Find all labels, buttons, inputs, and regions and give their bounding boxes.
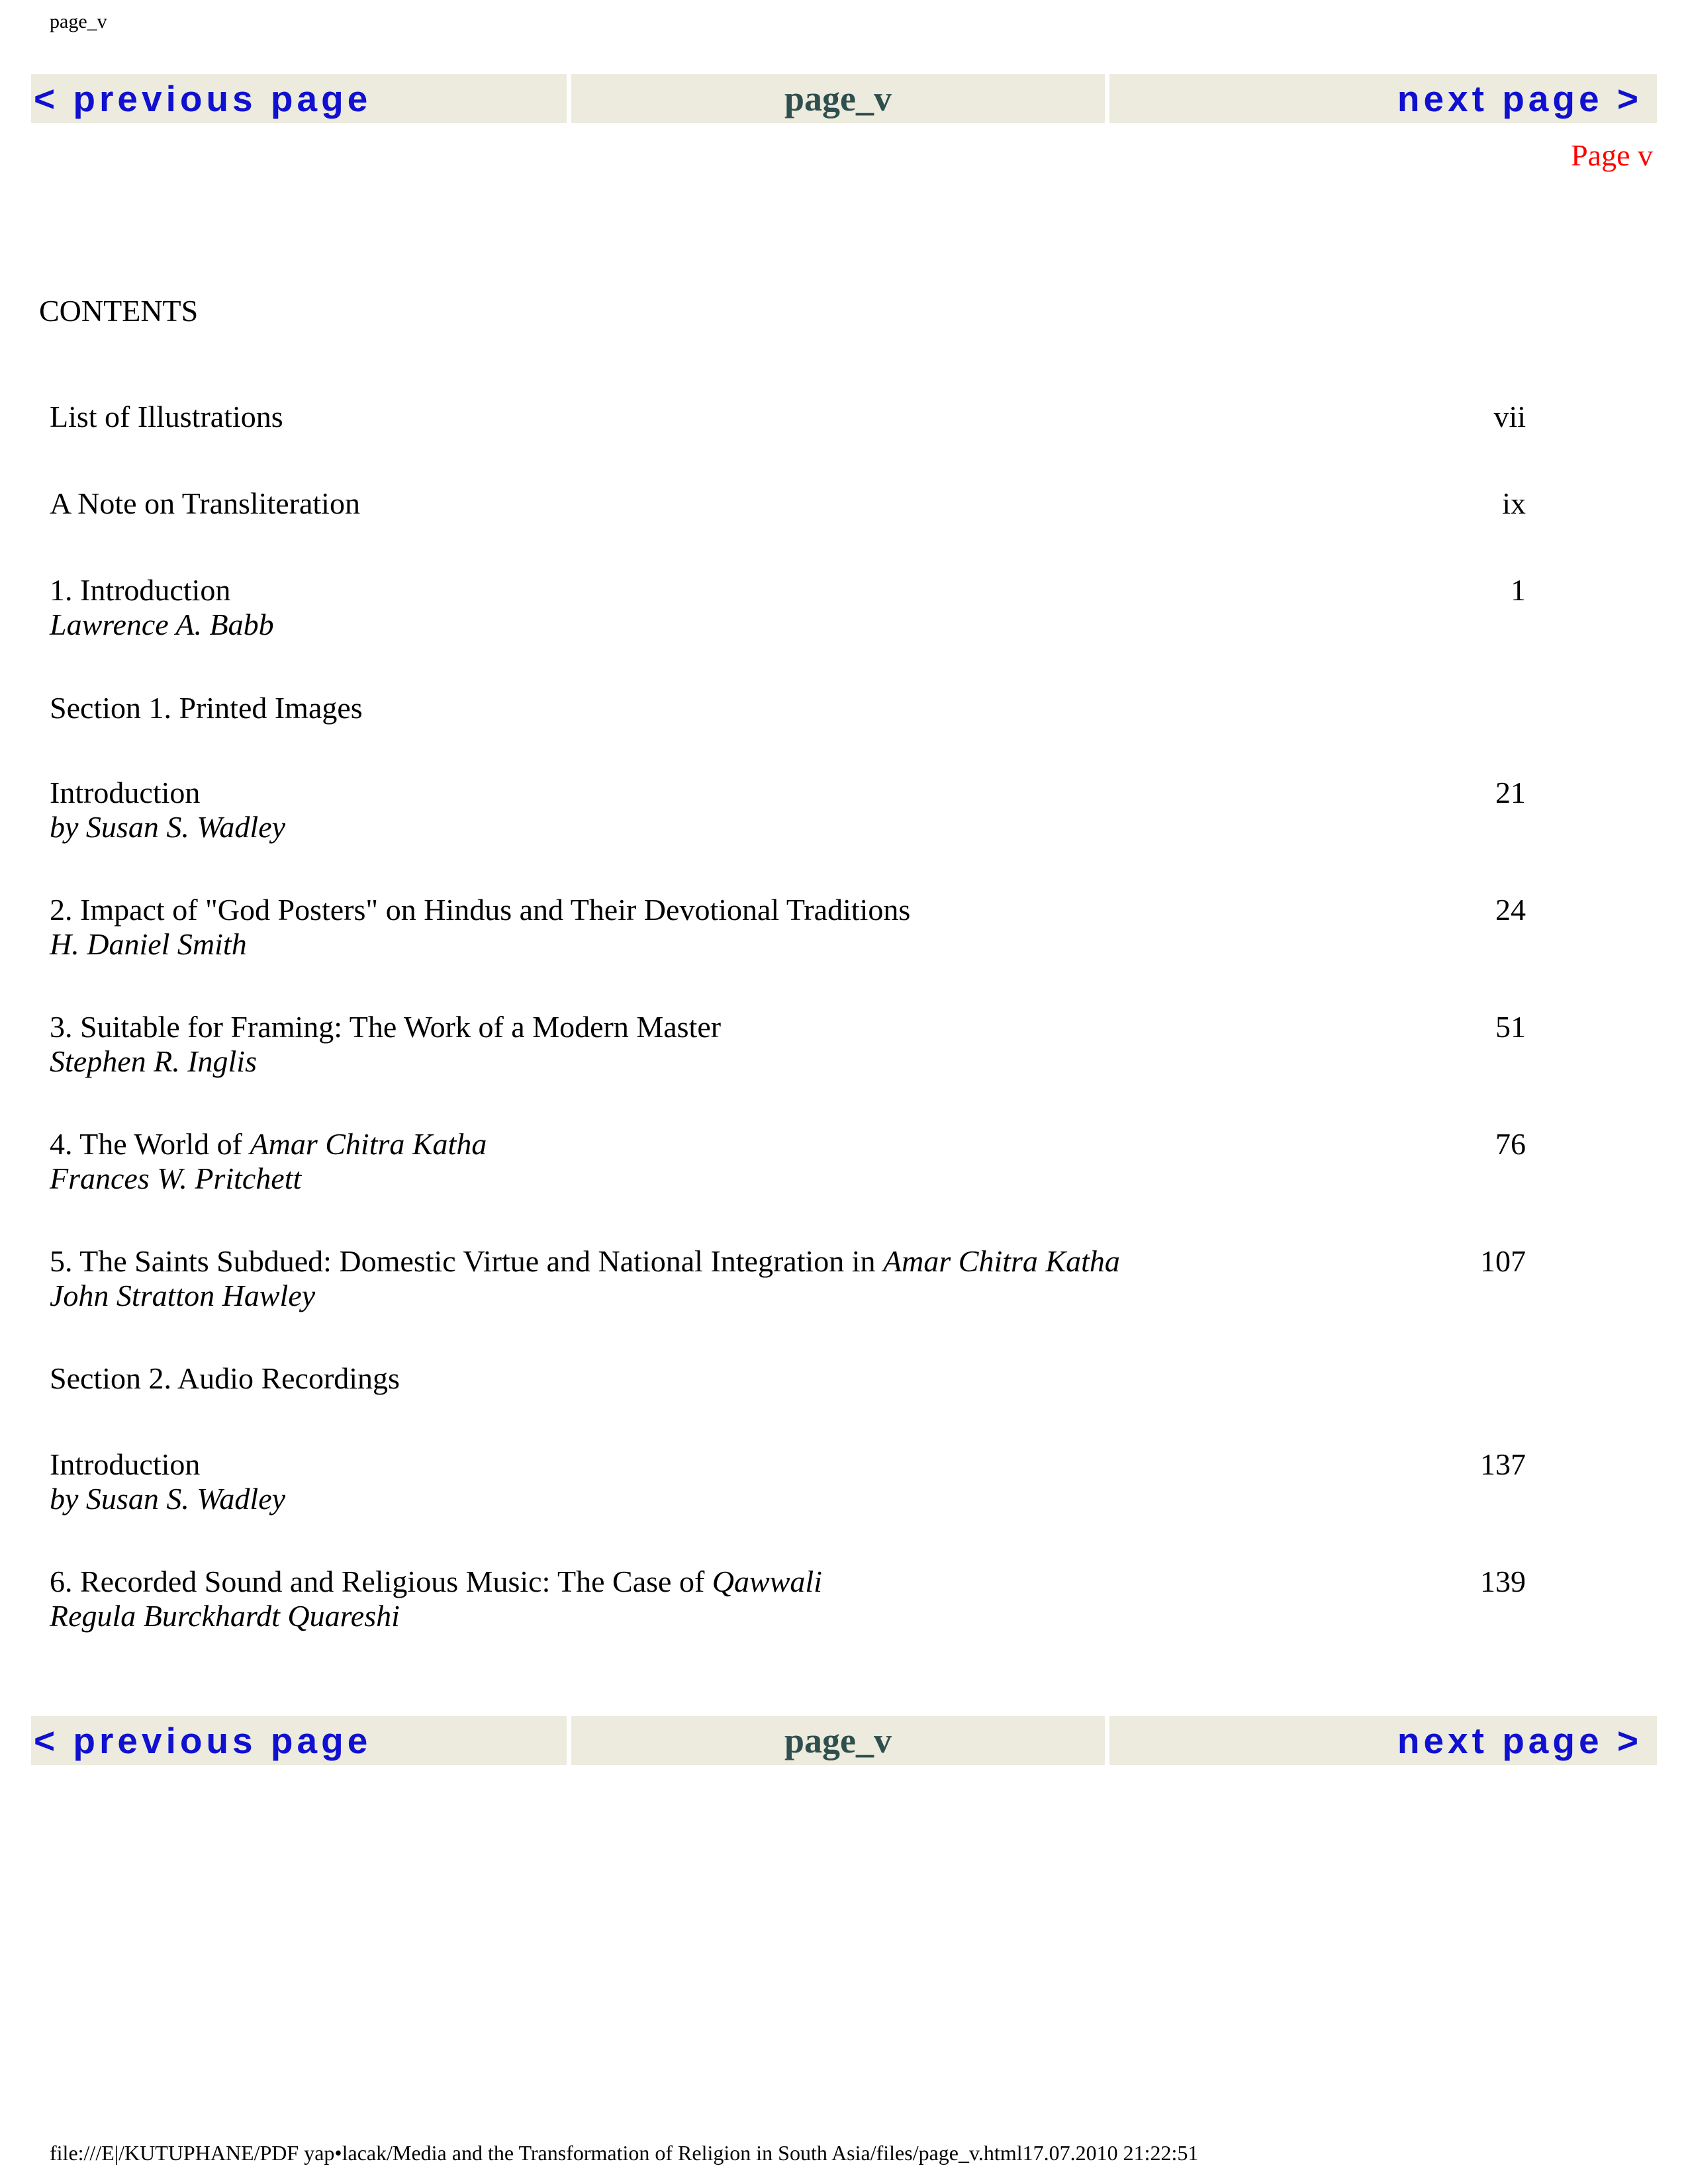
toc-title: A Note on Transliteration [50,486,360,520]
toc-title: List of Illustrations [50,400,283,433]
toc-title: 3. Suitable for Framing: The Work of a Modern Master [50,1010,722,1044]
toc-page-number: 51 [1495,1010,1526,1044]
toc-section-heading [50,1361,1526,1396]
toc-title-italic: Qawwali [712,1565,822,1598]
toc-author: by Susan S. Wadley [50,1482,286,1516]
toc-entry [50,1010,1526,1079]
top-navigation-bar [31,74,1657,123]
toc-author: John Stratton Hawley [50,1279,316,1312]
toc-title: Section 1. Printed Images [50,691,363,725]
toc-author: Frances W. Pritchett [50,1161,302,1195]
toc-title-text: 4. The World of [50,1127,250,1161]
toc-page-number: 76 [1495,1127,1526,1161]
bottom-nav-page-cell [571,1716,1104,1765]
browser-page-title: page_v [50,11,107,32]
toc-entry [50,1127,1526,1196]
footer-file-url: file:///E|/KUTUPHANE/PDF yap•lacak/Media and the Transformation of Religion in South Asia/files/page_v.html17.07.2010 21:22:51 [50,2141,1199,2165]
toc-page-number: ix [1502,486,1526,520]
toc-entry [50,893,1526,962]
bottom-navigation-bar [31,1716,1657,1765]
toc-title: Section 2. Audio Recordings [50,1361,400,1395]
toc-author: by Susan S. Wadley [50,810,286,844]
toc-page-number: 24 [1495,893,1526,927]
bottom-nav-next-cell [1109,1716,1657,1765]
toc-title-text: 6. Recorded Sound and Religious Music: The Case of [50,1565,712,1598]
toc-title-text: 5. The Saints Subdued: Domestic Virtue and National Integration in [50,1244,884,1278]
toc-page-number: 107 [1480,1244,1526,1278]
previous-page-link[interactable]: < previous page [34,1720,372,1761]
top-nav-previous-cell [31,74,567,123]
toc-author: H. Daniel Smith [50,927,247,961]
top-nav-next-cell [1109,74,1657,123]
toc-title: Introduction [50,1447,201,1481]
toc-title: Introduction [50,776,201,809]
next-page-link[interactable]: next page > [1397,78,1642,119]
toc-entry [50,573,1526,642]
top-nav-page-cell [571,74,1104,123]
current-page-label: page_v [784,1721,892,1760]
page-marker: Page v [1571,138,1653,172]
toc-page-number: 1 [1511,573,1526,607]
contents-heading: CONTENTS [39,294,199,328]
next-page-link[interactable]: next page > [1397,1720,1642,1761]
toc-author: Regula Burckhardt Quareshi [50,1599,400,1633]
toc-title-italic: Amar Chitra Katha [250,1127,487,1161]
toc-entry [50,1244,1526,1313]
toc-title [50,1244,1526,1279]
toc-entry [50,486,1526,521]
bottom-nav-previous-cell [31,1716,567,1765]
toc-title: 1. Introduction [50,573,231,607]
toc-author: Stephen R. Inglis [50,1044,257,1078]
toc-title: 2. Impact of "God Posters" on Hindus and Their Devotional Traditions [50,893,911,927]
toc-entry [50,776,1526,844]
toc-entry [50,1565,1526,1633]
toc-page-number: 21 [1495,776,1526,809]
toc-section-heading [50,691,1526,725]
toc-page-number: 137 [1480,1447,1526,1481]
current-page-label: page_v [784,79,892,118]
toc-entry [50,400,1526,434]
toc-title-italic: Amar Chitra Katha [883,1244,1120,1278]
toc-title [50,1127,1526,1161]
toc-page-number: 139 [1480,1565,1526,1598]
toc-author: Lawrence A. Babb [50,608,274,641]
toc-page-number: vii [1493,400,1526,433]
toc-entry [50,1447,1526,1516]
previous-page-link[interactable]: < previous page [34,78,372,119]
toc-title [50,1565,1526,1599]
